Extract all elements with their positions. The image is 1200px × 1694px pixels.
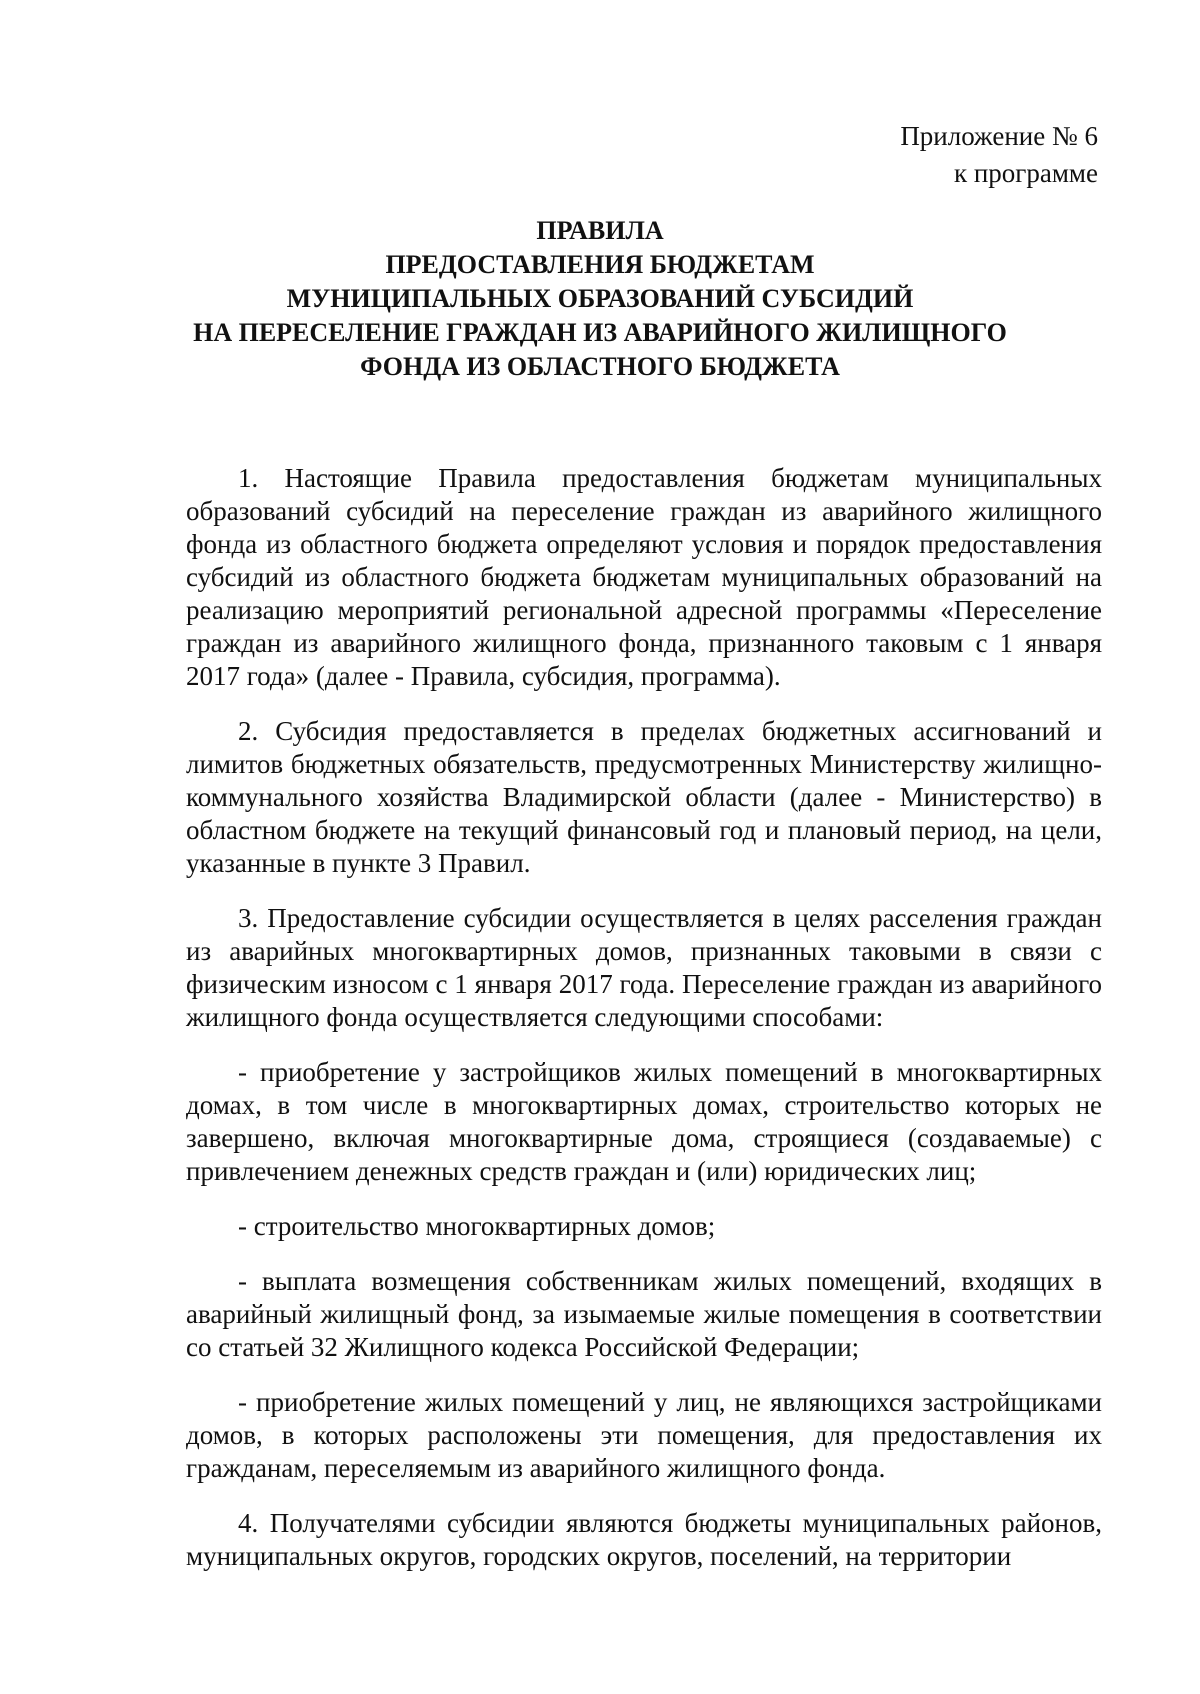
title-line: НА ПЕРЕСЕЛЕНИЕ ГРАЖДАН ИЗ АВАРИЙНОГО ЖИЛИЩНОГО: [193, 318, 1007, 347]
title-line: МУНИЦИПАЛЬНЫХ ОБРАЗОВАНИЙ СУБСИДИЙ: [286, 284, 914, 313]
list-item-purchase-from-non-developers: - приобретение жилых помещений у лиц, не являющихся застройщиками домов, в которых расположены эти помещения, для предоставления их гражданам, переселяемым из аварийного жилищного фонда.: [186, 1387, 1102, 1483]
paragraph-2: 2. Субсидия предоставляется в пределах бюджетных ассигнований и лимитов бюджетных обязательств, предусмотренных Министерству жилищно-коммунального хозяйства Владимирской области (далее - Министерство) в областном бюджете на текущий финансовый год и плановый период, на цели, указанные в пункте 3 Правил.: [186, 716, 1102, 878]
document-body: [186, 462, 1102, 1595]
list-item-purchase-from-developers: - приобретение у застройщиков жилых помещений в многоквартирных домах, в том числе в многоквартирных домах, строительство которых не завершено, включая многоквартирные дома, строящиеся (создаваемые) с привлечением денежных средств граждан и (или) юридических лиц;: [186, 1057, 1102, 1186]
appendix-number: Приложение № 6: [900, 121, 1098, 151]
title-line: ФОНДА ИЗ ОБЛАСТНОГО БЮДЖЕТА: [360, 352, 840, 381]
paragraph-3: 3. Предоставление субсидии осуществляется в целях расселения граждан из аварийных многоквартирных домов, признанных таковыми в связи с физическим износом с 1 января 2017 года. Переселение граждан из аварийного жилищного фонда осуществляется следующими способами:: [186, 903, 1102, 1032]
document-title: [130, 214, 1070, 384]
paragraph-4: 4. Получателями субсидии являются бюджеты муниципальных районов, муниципальных округов, городских округов, поселений, на территории: [186, 1508, 1102, 1571]
appendix-reference: к программе: [953, 158, 1098, 188]
appendix-note: [900, 118, 1098, 192]
paragraph-1: 1. Настоящие Правила предоставления бюджетам муниципальных образований субсидий на переселение граждан из аварийного жилищного фонда из областного бюджета определяют условия и порядок предоставления субсидий из областного бюджета бюджетам муниципальных образований на реализацию мероприятий региональной адресной программы «Переселение граждан из аварийного жилищного фонда, признанного таковым с 1 января 2017 года» (далее - Правила, субсидия, программа).: [186, 463, 1102, 691]
title-line: ПРАВИЛА: [536, 216, 664, 245]
title-line: ПРЕДОСТАВЛЕНИЯ БЮДЖЕТАМ: [385, 250, 815, 279]
list-item-compensation: - выплата возмещения собственникам жилых помещений, входящих в аварийный жилищный фонд, за изымаемые жилые помещения в соответствии со статьей 32 Жилищного кодекса Российской Федерации;: [186, 1266, 1102, 1362]
list-item-construction: - строительство многоквартирных домов;: [238, 1211, 716, 1241]
